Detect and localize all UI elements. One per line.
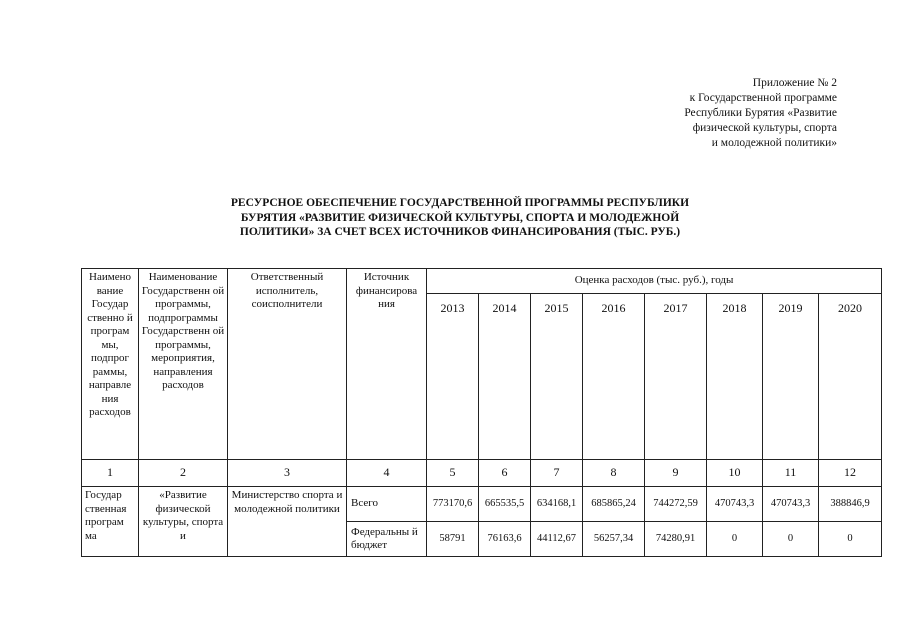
column-number: 5 bbox=[427, 460, 479, 487]
header-program-col: Наимено вание Государ ственно й програм мы, подпрог раммы, направле ния расходов bbox=[82, 269, 139, 460]
column-number: 10 bbox=[707, 460, 763, 487]
appendix-line: Приложение № 2 bbox=[752, 77, 837, 89]
value-cell: 388846,9 bbox=[819, 487, 882, 522]
header-year: 2016 bbox=[583, 294, 645, 460]
column-number: 2 bbox=[139, 460, 228, 487]
header-year: 2020 bbox=[819, 294, 882, 460]
value-cell: 44112,67 bbox=[531, 522, 583, 557]
value-cell: 470743,3 bbox=[763, 487, 819, 522]
value-cell: 665535,5 bbox=[479, 487, 531, 522]
header-year: 2018 bbox=[707, 294, 763, 460]
executor-cell: Министерство спорта и молодежной политики bbox=[228, 487, 347, 557]
header-row bbox=[82, 269, 882, 294]
header-year: 2017 bbox=[645, 294, 707, 460]
value-cell: 58791 bbox=[427, 522, 479, 557]
column-number: 9 bbox=[645, 460, 707, 487]
column-number: 7 bbox=[531, 460, 583, 487]
source-cell: Федеральны й бюджет bbox=[347, 522, 427, 557]
value-cell: 773170,6 bbox=[427, 487, 479, 522]
title-line: ПОЛИТИКИ» ЗА СЧЕТ ВСЕХ ИСТОЧНИКОВ ФИНАНСИРОВАНИЯ (ТЫС. РУБ.) bbox=[239, 226, 681, 238]
column-number: 4 bbox=[347, 460, 427, 487]
appendix-line: Республики Бурятия «Развитие bbox=[684, 107, 837, 119]
value-cell: 0 bbox=[819, 522, 882, 557]
column-number: 3 bbox=[228, 460, 347, 487]
value-cell: 470743,3 bbox=[707, 487, 763, 522]
column-number: 8 bbox=[583, 460, 645, 487]
header-name-col: Наименование Государственн ой программы, подпрограммы Государственн ой программы, мероприятия, направления расходов bbox=[139, 269, 228, 460]
column-number: 1 bbox=[82, 460, 139, 487]
program-name-cell: Государ ственная програм ма bbox=[82, 487, 139, 557]
program-title-cell: «Развитие физической культуры, спорта и bbox=[139, 487, 228, 557]
document-title bbox=[180, 196, 740, 240]
value-cell: 0 bbox=[707, 522, 763, 557]
header-year: 2019 bbox=[763, 294, 819, 460]
appendix-line: физической культуры, спорта bbox=[692, 122, 837, 134]
value-cell: 685865,24 bbox=[583, 487, 645, 522]
table-row bbox=[82, 487, 882, 522]
value-cell: 0 bbox=[763, 522, 819, 557]
appendix-line: к Государственной программе bbox=[689, 92, 837, 104]
value-cell: 74280,91 bbox=[645, 522, 707, 557]
appendix-note bbox=[684, 76, 837, 151]
value-cell: 634168,1 bbox=[531, 487, 583, 522]
title-line: БУРЯТИЯ «РАЗВИТИЕ ФИЗИЧЕСКОЙ КУЛЬТУРЫ, СПОРТА И МОЛОДЕЖНОЙ bbox=[240, 211, 680, 224]
column-number: 6 bbox=[479, 460, 531, 487]
source-cell: Всего bbox=[347, 487, 427, 522]
appendix-line: и молодежной политики» bbox=[711, 137, 837, 149]
column-numbering-row bbox=[82, 460, 882, 487]
header-year: 2014 bbox=[479, 294, 531, 460]
column-number: 11 bbox=[763, 460, 819, 487]
header-source-col: Источник финансирова ния bbox=[347, 269, 427, 460]
resource-table bbox=[81, 268, 882, 557]
title-line: РЕСУРСНОЕ ОБЕСПЕЧЕНИЕ ГОСУДАРСТВЕННОЙ ПРОГРАММЫ РЕСПУБЛИКИ bbox=[230, 197, 690, 209]
header-year: 2013 bbox=[427, 294, 479, 460]
header-year: 2015 bbox=[531, 294, 583, 460]
header-executor-col: Ответственный исполнитель, соисполнители bbox=[228, 269, 347, 460]
value-cell: 744272,59 bbox=[645, 487, 707, 522]
value-cell: 56257,34 bbox=[583, 522, 645, 557]
column-number: 12 bbox=[819, 460, 882, 487]
header-costs-group: Оценка расходов (тыс. руб.), годы bbox=[427, 269, 882, 294]
value-cell: 76163,6 bbox=[479, 522, 531, 557]
